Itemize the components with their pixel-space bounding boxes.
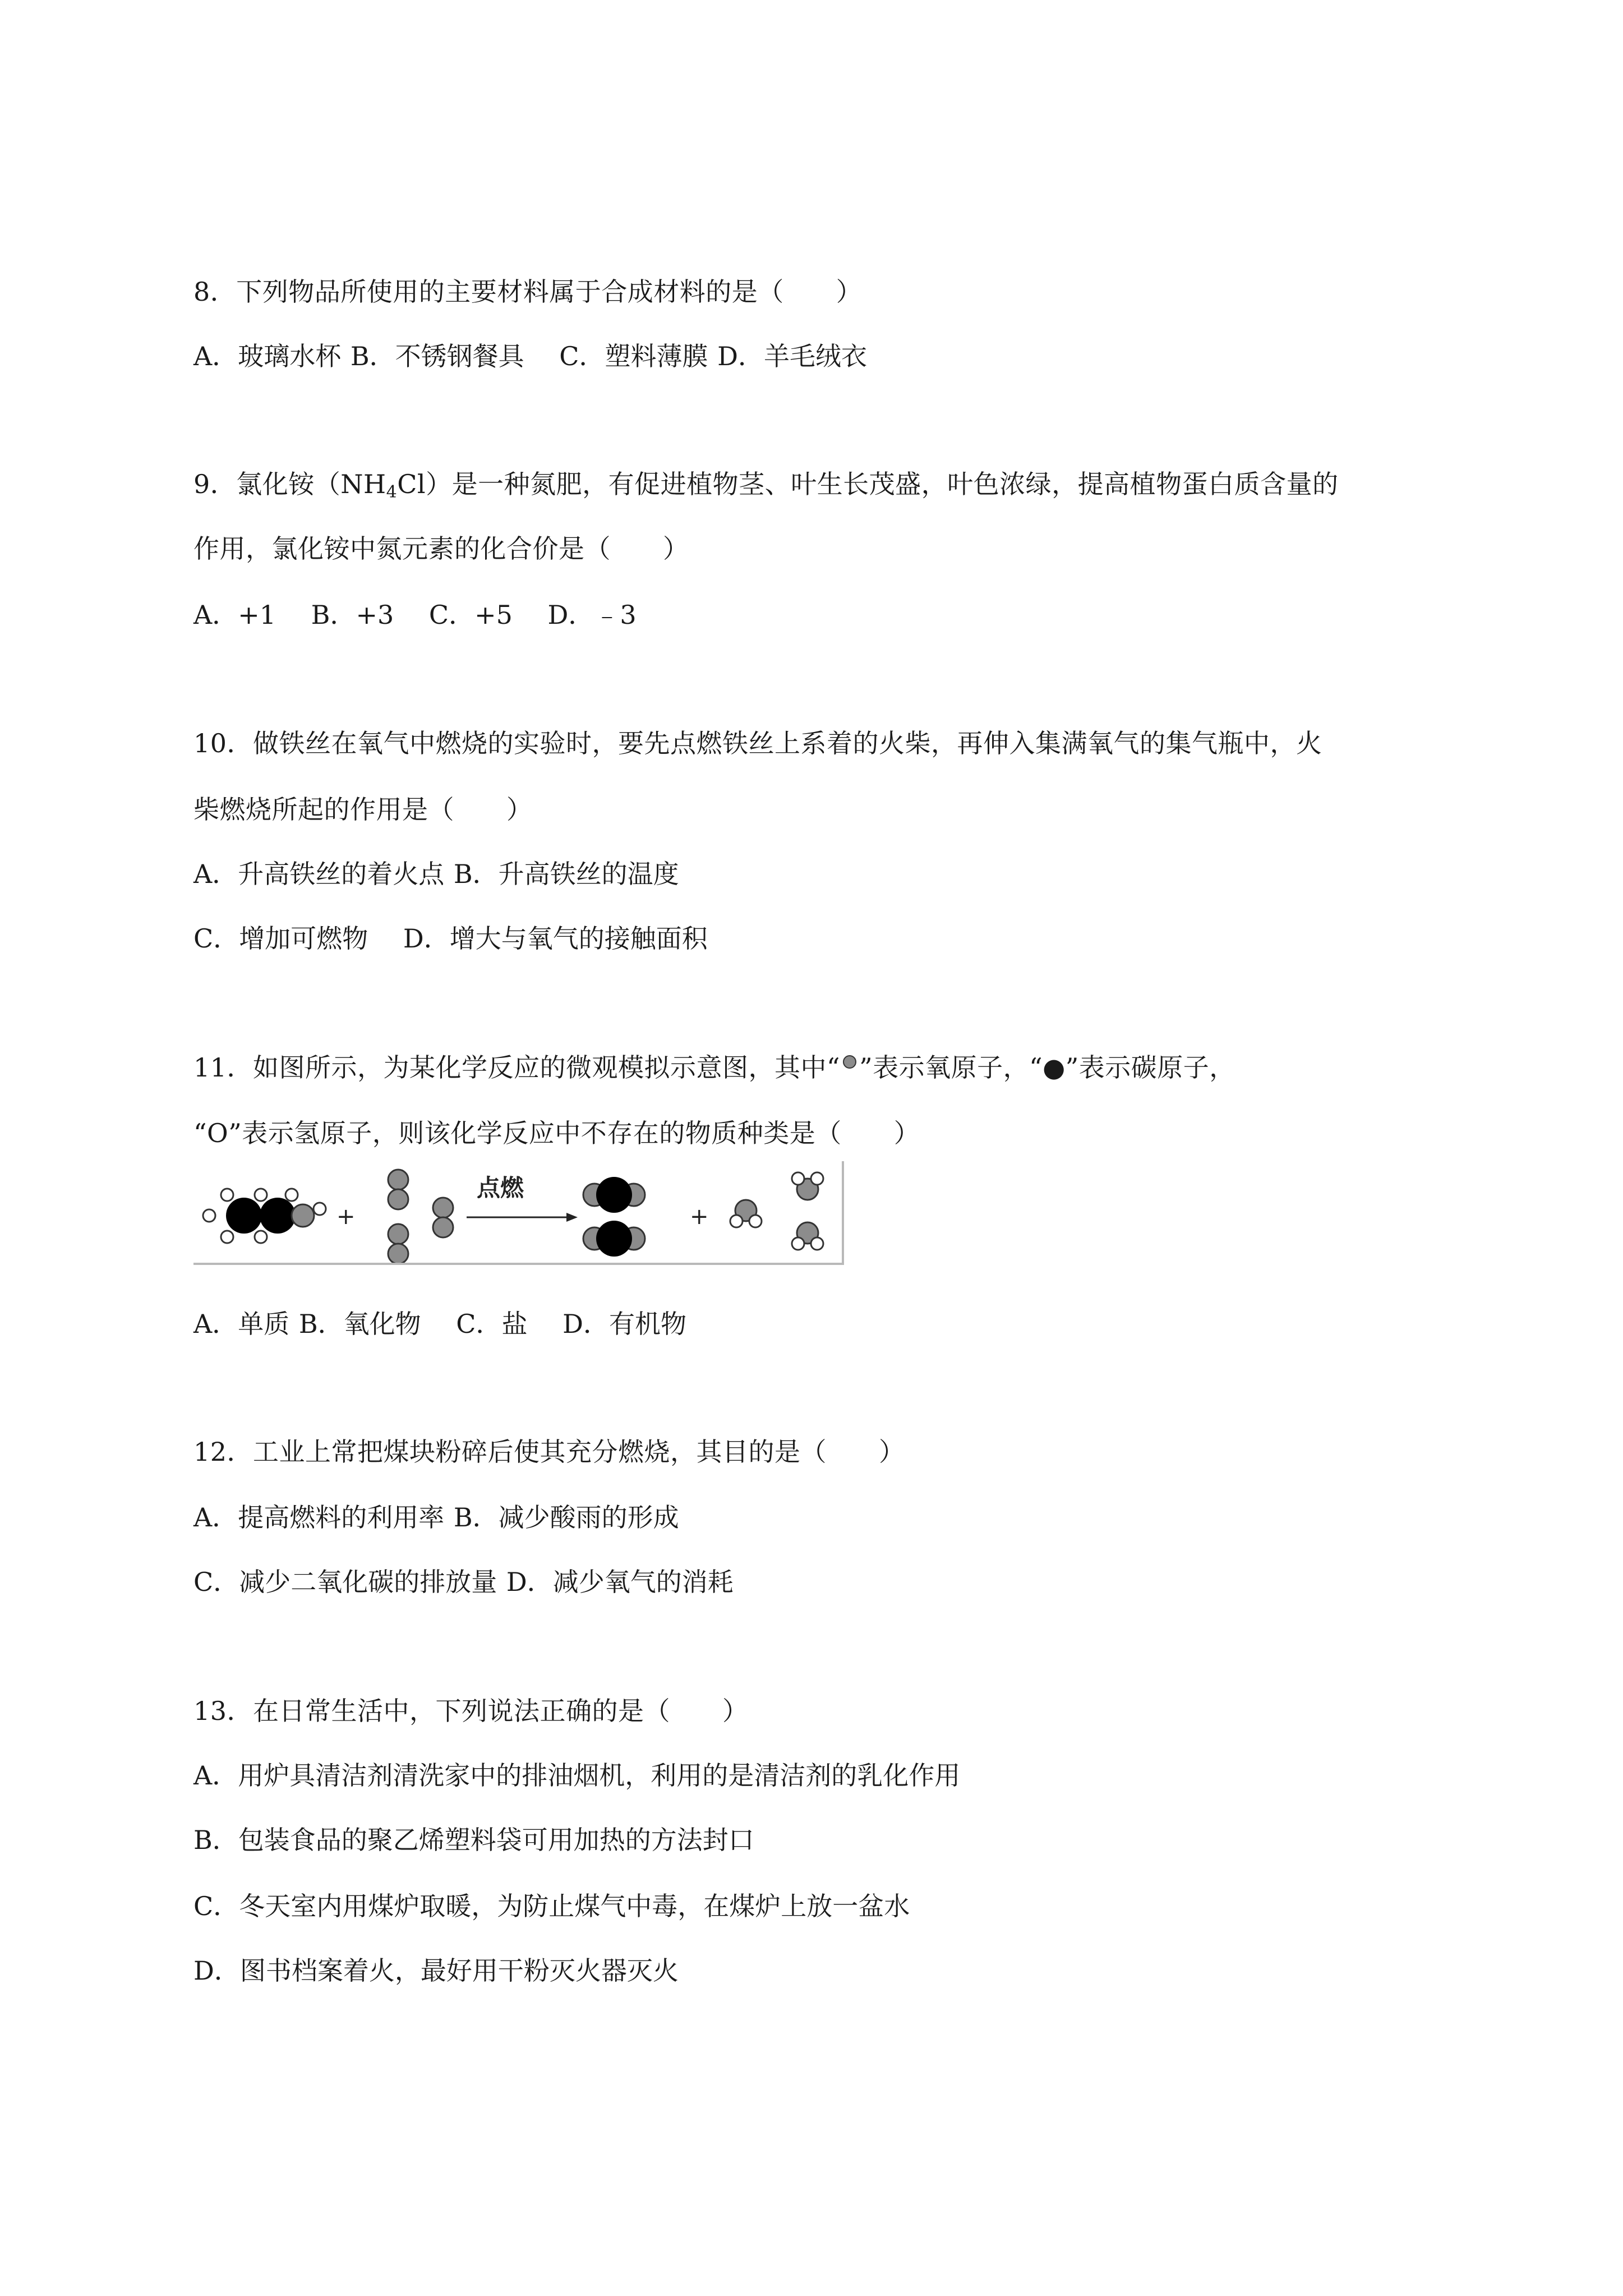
q9-stem-post: Cl）是一种氮肥，有促进植物茎、叶生长茂盛，叶色浓绿，提高植物蛋白质含量的	[397, 469, 1339, 499]
q11-stem-part1: 11．如图所示，为某化学反应的微观模拟示意图，其中“	[193, 1052, 841, 1083]
water-molecules	[730, 1172, 823, 1250]
q13-option-d: D．图书档案着火，最好用干粉灭火器灭火	[193, 1955, 679, 1986]
q10-stem-line1: 10．做铁丝在氧气中燃烧的实验时，要先点燃铁丝上系着的火柴，再伸入集满氧气的集气瓶中，火	[193, 728, 1322, 758]
q11-stem-part2: ”表示氧原子，“●”表示碳原子，	[859, 1052, 1235, 1083]
q8-stem: 8．下列物品所使用的主要材料属于合成材料的是（ ）	[193, 277, 863, 307]
q9-stem-subscript: 4	[386, 482, 398, 502]
oxygen-molecules	[388, 1170, 453, 1263]
q10-stem-line2: 柴燃烧所起的作用是（ ）	[193, 794, 533, 825]
oxygen-atom-icon	[840, 1054, 859, 1088]
carbon-dioxide-molecules	[583, 1177, 645, 1257]
q9-stem-line2: 作用，氯化铵中氮元素的化合价是（ ）	[193, 533, 689, 564]
q9-options: A．+1 B．+3 C．+5 D．﹣3	[193, 600, 637, 630]
ethane-molecule	[203, 1189, 326, 1243]
q13-option-a: A．用炉具清洁剂清洗家中的排油烟机，利用的是清洁剂的乳化作用	[193, 1760, 961, 1791]
arrow-head-icon	[566, 1213, 578, 1222]
q13-option-c: C．冬天室内用煤炉取暖，为防止煤气中毒，在煤炉上放一盆水	[193, 1891, 910, 1921]
plus-sign-2: +	[690, 1204, 709, 1230]
plus-sign-1: +	[336, 1204, 356, 1230]
q10-options-line2: C．增加可燃物 D．增大与氧气的接触面积	[193, 923, 708, 954]
q12-options-line2: C．减少二氧化碳的排放量 D．减少氧气的消耗	[193, 1567, 734, 1597]
reaction-condition-label: 点燃	[477, 1174, 524, 1202]
q13-option-b: B．包装食品的聚乙烯塑料袋可用加热的方法封口	[193, 1825, 754, 1855]
q8-options: A．玻璃水杯 B．不锈钢餐具 C．塑料薄膜 D．羊毛绒衣	[193, 341, 867, 371]
q13-stem: 13．在日常生活中，下列说法正确的是（ ）	[193, 1696, 749, 1726]
q9-stem-pre: 9．氯化铵（NH	[193, 469, 386, 499]
q11-options: A．单质 B．氧化物 C．盐 D．有机物	[193, 1309, 686, 1339]
q11-stem-line2: “O”表示氢原子，则该化学反应中不存在的物质种类是（ ）	[193, 1118, 920, 1148]
q11-stem-line1	[193, 1051, 1235, 1088]
q12-stem: 12．工业上常把煤块粉碎后使其充分燃烧，其目的是（ ）	[193, 1437, 905, 1467]
q10-options-line1: A．升高铁丝的着火点 B．升高铁丝的温度	[193, 859, 679, 889]
q9-stem	[193, 467, 1339, 509]
q12-options-line1: A．提高燃料的利用率 B．减少酸雨的形成	[193, 1502, 679, 1533]
reaction-diagram	[193, 1161, 844, 1265]
